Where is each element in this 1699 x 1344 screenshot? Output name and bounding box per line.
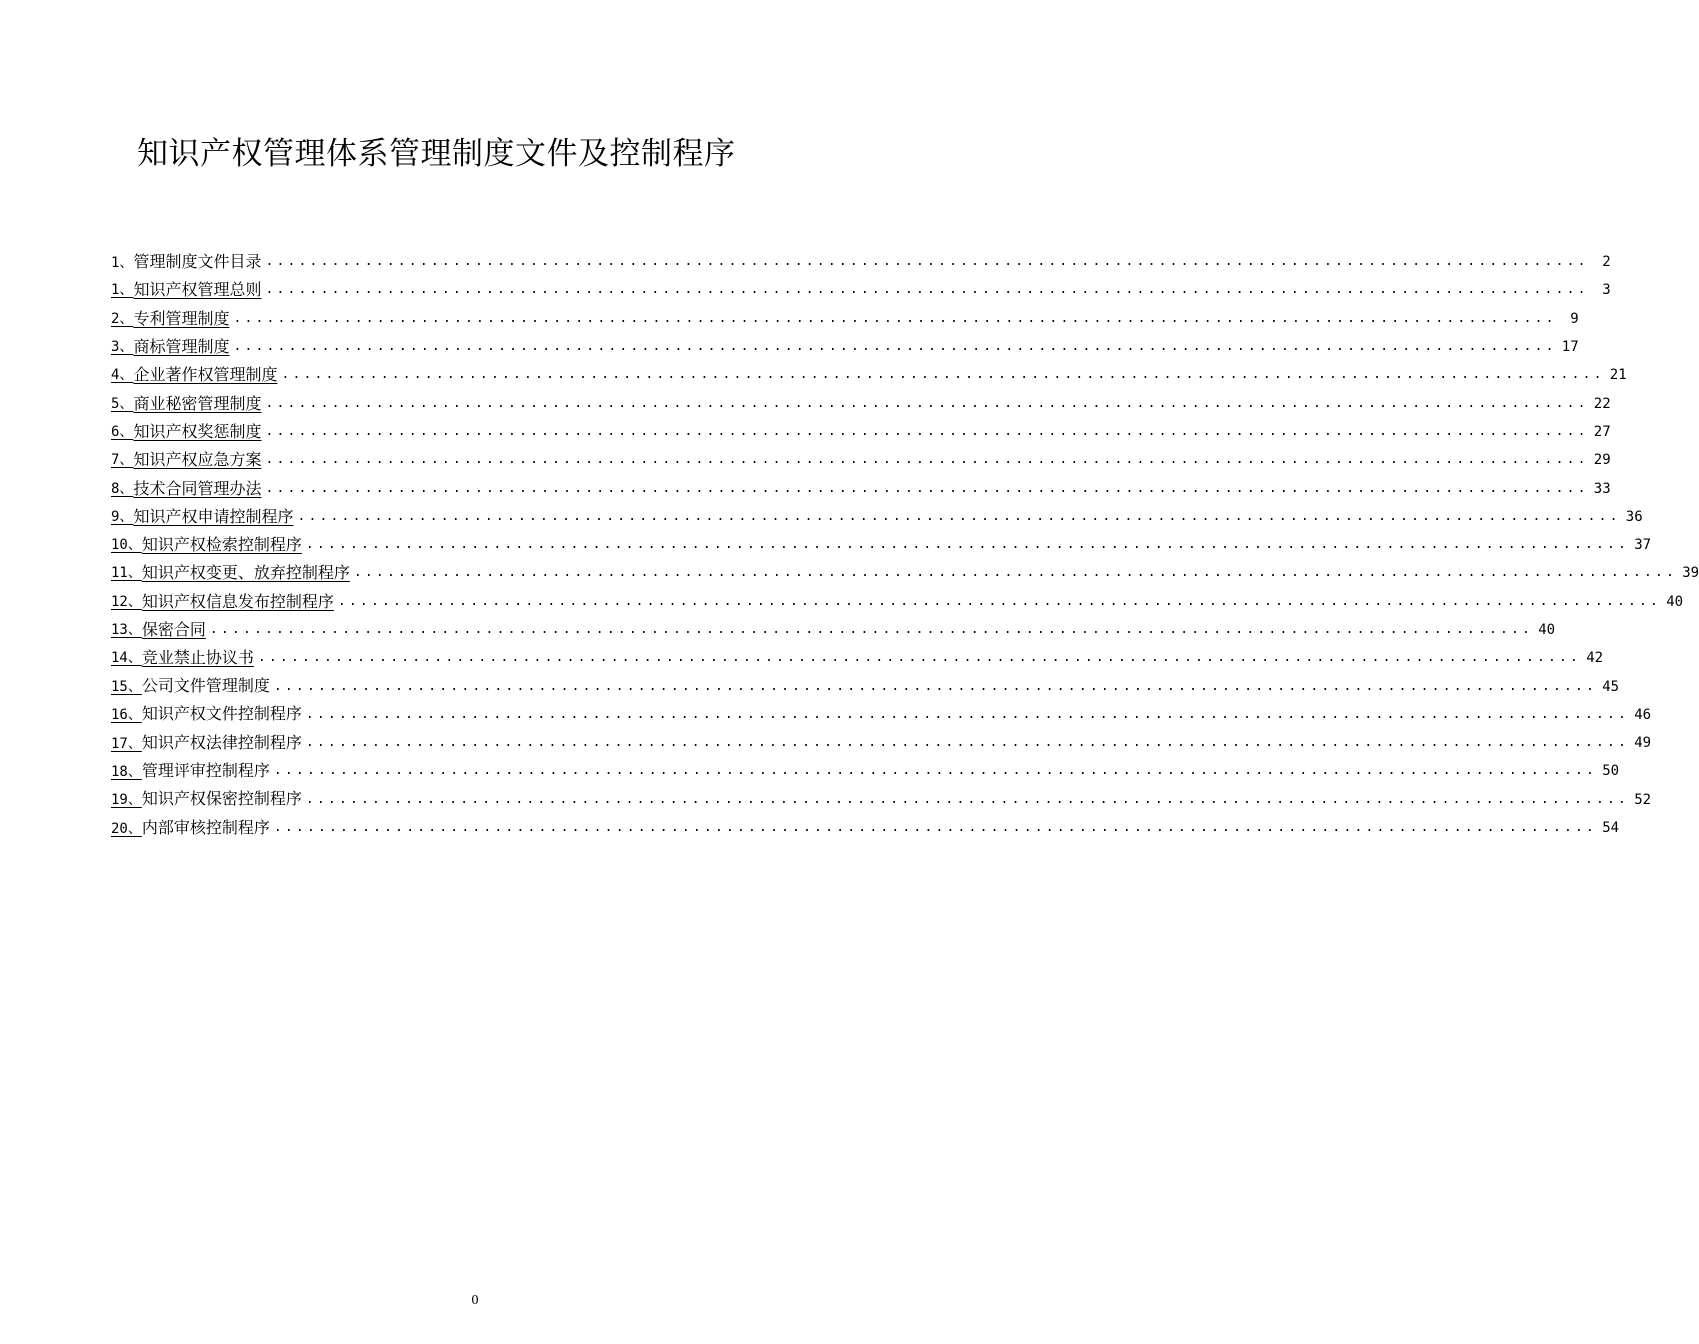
toc-entry-page: 36 — [1625, 508, 1643, 525]
toc-dot-leader: ........................................................................................................................ — [305, 791, 1630, 807]
toc-entry-number: 3、 — [111, 339, 134, 356]
toc-entry-text: 知识产权检索控制程序 — [141, 535, 302, 555]
toc-dot-leader: ........................................................................................................................ — [305, 706, 1630, 722]
toc-entry-page: 50 — [1602, 763, 1620, 780]
toc-entry[interactable] — [111, 389, 1611, 417]
toc-entry-text: 技术合同管理办法 — [133, 478, 262, 498]
toc-entry-text: 保密合同 — [141, 620, 206, 639]
toc-entry-link[interactable] — [111, 276, 261, 304]
toc-dot-leader: ........................................................................................................................ — [305, 537, 1630, 553]
toc-dot-leader: ........................................................................................................................ — [273, 763, 1598, 779]
toc-entry-number: 2、 — [111, 310, 134, 327]
toc-entry-text: 知识产权法律控制程序 — [141, 732, 302, 752]
toc-entry[interactable] — [111, 672, 1620, 700]
toc-entry[interactable] — [111, 701, 1652, 729]
toc-entry-link[interactable] — [111, 559, 350, 587]
toc-entry-text: 管理评审控制程序 — [141, 761, 270, 780]
toc-entry-link[interactable] — [111, 531, 302, 559]
toc-entry[interactable] — [111, 248, 1611, 276]
toc-entry-link[interactable] — [111, 418, 261, 446]
toc-entry-link[interactable] — [111, 644, 254, 672]
toc-entry-page: 37 — [1634, 537, 1652, 554]
toc-entry[interactable] — [111, 474, 1611, 502]
toc-entry-page: 17 — [1561, 339, 1579, 356]
toc-entry-page: 49 — [1634, 735, 1652, 752]
toc-entry[interactable] — [111, 418, 1611, 446]
toc-entry-number: 16、 — [111, 707, 142, 724]
toc-entry-number: 10、 — [111, 537, 142, 554]
toc-entry-number: 4、 — [111, 367, 134, 384]
toc-entry-link[interactable] — [111, 672, 270, 701]
toc-entry-link[interactable] — [111, 333, 229, 361]
toc-entry-text: 知识产权应急方案 — [133, 450, 262, 470]
toc-entry-text: 专利管理制度 — [133, 308, 230, 328]
toc-entry-text: 知识产权保密控制程序 — [141, 789, 302, 809]
toc-dot-leader: ........................................................................................................................ — [265, 395, 1589, 411]
toc-entry-number: 18、 — [111, 764, 142, 780]
toc-dot-leader: ........................................................................................................................ — [353, 565, 1678, 581]
toc-entry-text: 商业秘密管理制度 — [133, 393, 262, 413]
toc-entry-number: 17、 — [111, 735, 142, 752]
toc-entry-text: 竞业禁止协议书 — [141, 648, 254, 668]
toc-entry-text: 知识产权管理总则 — [133, 280, 262, 300]
toc-dot-leader: ........................................................................................................................ — [233, 310, 1557, 326]
toc-entry[interactable] — [111, 814, 1620, 842]
toc-entry-text: 知识产权变更、放弃控制程序 — [141, 563, 350, 583]
page-number: 0 — [471, 1293, 479, 1308]
toc-dot-leader: ........................................................................................................................ — [257, 650, 1582, 666]
toc-entry-link[interactable] — [111, 700, 302, 729]
toc-entry-link[interactable] — [111, 446, 261, 474]
toc-entry-number: 8、 — [111, 480, 134, 497]
toc-entry-number: 6、 — [111, 423, 134, 440]
document-title: 知识产权管理体系管理制度文件及控制程序 — [137, 136, 736, 172]
toc-entry-link[interactable] — [111, 361, 277, 389]
toc-entry-number: 20、 — [111, 820, 142, 837]
toc-entry-number: 7、 — [111, 452, 134, 469]
toc-entry-page: 3 — [1602, 282, 1611, 299]
toc-entry-page: 21 — [1609, 367, 1627, 384]
toc-entry-page: 52 — [1634, 791, 1652, 808]
toc-dot-leader: ........................................................................................................................ — [265, 282, 1589, 298]
toc-entry[interactable] — [111, 503, 1643, 531]
toc-entry[interactable] — [111, 559, 1699, 587]
toc-entry-link[interactable] — [111, 785, 302, 814]
toc-entry-page: 22 — [1593, 395, 1611, 412]
toc-entry-number: 5、 — [111, 395, 134, 412]
toc-entry[interactable] — [111, 757, 1620, 785]
toc-entry-page: 45 — [1602, 678, 1620, 695]
toc-entry[interactable] — [111, 729, 1652, 757]
toc-entry-link[interactable] — [111, 475, 261, 503]
toc-entry[interactable] — [111, 276, 1611, 304]
toc-entry-text: 公司文件管理制度 — [141, 676, 270, 696]
toc-entry-text: 企业著作权管理制度 — [133, 365, 278, 385]
toc-dot-leader: ........................................................................................................................ — [297, 508, 1621, 524]
toc-entry[interactable] — [111, 361, 1627, 389]
toc-entry-page: 2 — [1602, 254, 1611, 271]
toc-entry[interactable] — [111, 644, 1604, 672]
toc-entry-number: 11、 — [111, 565, 142, 582]
toc-entry-page: 40 — [1538, 622, 1556, 638]
toc-entry-text: 知识产权申请控制程序 — [133, 506, 294, 526]
toc-entry-page: 42 — [1586, 650, 1604, 667]
toc-dot-leader: ........................................................................................................................ — [265, 480, 1589, 496]
toc-entry-page: 39 — [1682, 565, 1699, 582]
toc-entry-number: 1、 — [111, 254, 134, 271]
toc-entry-number: 9、 — [111, 508, 134, 525]
toc-dot-leader: ........................................................................................................................ — [281, 367, 1605, 383]
toc-entry-link[interactable] — [111, 616, 206, 644]
toc-entry-number: 14、 — [111, 650, 142, 667]
toc-entry[interactable] — [111, 616, 1556, 644]
toc-entry-link[interactable] — [111, 390, 261, 418]
toc-entry-text: 知识产权信息发布控制程序 — [141, 591, 334, 611]
toc-entry-link[interactable] — [111, 305, 229, 333]
toc-entry-number: 13、 — [111, 622, 142, 638]
toc-entry-page: 29 — [1593, 452, 1611, 469]
toc-entry[interactable] — [111, 531, 1652, 559]
toc-entry-page: 40 — [1666, 593, 1684, 610]
toc-entry-text: 管理制度文件目录 — [133, 251, 262, 271]
toc-dot-leader: ........................................................................................................................ — [273, 678, 1598, 694]
toc-dot-leader: ........................................................................................................................ — [265, 452, 1589, 468]
toc-entry-number: 15、 — [111, 679, 142, 696]
toc-entry-link[interactable] — [111, 757, 270, 786]
toc-entry[interactable] — [111, 305, 1579, 333]
toc-entry[interactable] — [111, 588, 1684, 616]
toc-entry-number: 12、 — [111, 593, 142, 610]
toc-entry-page: 9 — [1570, 310, 1579, 327]
table-of-contents — [111, 248, 1699, 842]
toc-entry-text: 商标管理制度 — [133, 337, 230, 357]
toc-entry-link[interactable] — [111, 814, 270, 843]
toc-entry-page: 46 — [1634, 706, 1652, 723]
toc-entry-link[interactable] — [111, 729, 302, 758]
toc-dot-leader: ........................................................................................................................ — [265, 423, 1589, 439]
toc-entry-page: 54 — [1602, 820, 1620, 837]
toc-entry-page: 27 — [1593, 423, 1611, 440]
toc-dot-leader: ........................................................................................................................ — [233, 339, 1557, 355]
toc-entry[interactable] — [111, 786, 1652, 814]
toc-entry-link[interactable] — [111, 588, 334, 616]
toc-entry-label[interactable] — [111, 248, 261, 277]
toc-entry-page: 33 — [1593, 480, 1611, 497]
toc-entry-text: 知识产权文件控制程序 — [141, 704, 302, 724]
toc-dot-leader: ........................................................................................................................ — [273, 820, 1598, 836]
toc-entry[interactable] — [111, 333, 1579, 361]
toc-entry[interactable] — [111, 446, 1611, 474]
toc-entry-link[interactable] — [111, 503, 293, 531]
toc-entry-number: 1、 — [111, 282, 134, 299]
toc-dot-leader: ........................................................................................................................ — [305, 735, 1630, 751]
toc-dot-leader: ........................................................................................................................ — [209, 622, 1534, 637]
toc-entry-text: 知识产权奖惩制度 — [133, 421, 262, 441]
toc-dot-leader: ........................................................................................................................ — [337, 593, 1662, 609]
toc-entry-number: 19、 — [111, 792, 142, 809]
toc-dot-leader: ........................................................................................................................ — [265, 254, 1589, 270]
toc-entry-text: 内部审核控制程序 — [141, 817, 270, 837]
